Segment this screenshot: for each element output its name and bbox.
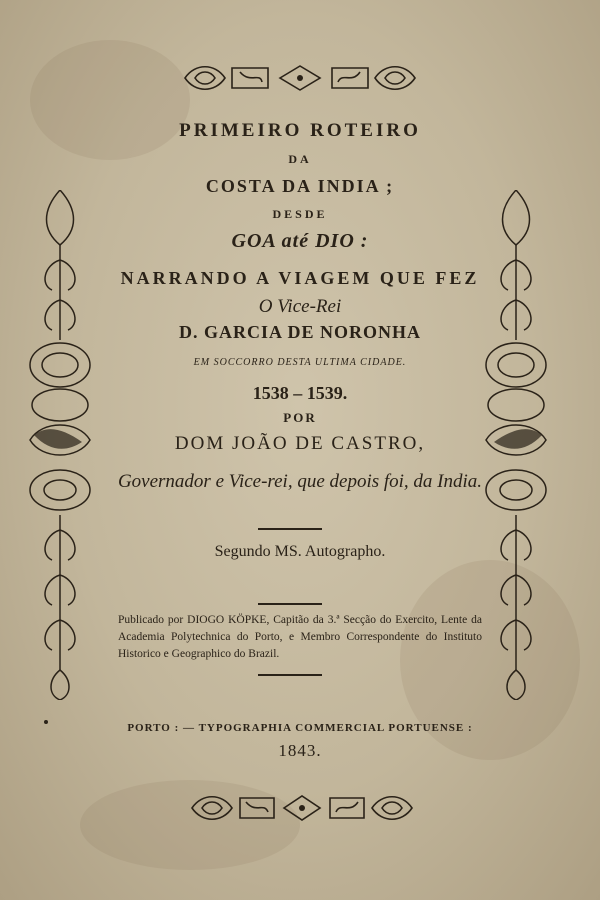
top-ornament-icon bbox=[0, 58, 600, 98]
divider-rule bbox=[258, 674, 322, 676]
imprint: PORTO : — TYPOGRAPHIA COMMERCIAL PORTUENSE : bbox=[127, 722, 473, 734]
publication-year: 1843. bbox=[278, 741, 322, 760]
divider-rule bbox=[258, 528, 322, 530]
ink-speck bbox=[44, 720, 48, 724]
author-name: DOM JOÃO DE CASTRO, bbox=[174, 433, 426, 454]
publisher-note: Publicado por DIOGO KÖPKE, Capitão da 3.ª Secção do Exercito, Lente da Academia Polytechnica do Porto, e Membro Correspondente do Instituto Historico e Geographico do Brazil. bbox=[118, 614, 482, 660]
title-line-7: O Vice-Rei bbox=[258, 296, 342, 317]
title-line-3: COSTA DA INDIA ; bbox=[205, 176, 395, 196]
date-range: 1538 – 1539. bbox=[252, 383, 348, 403]
divider-rule bbox=[258, 603, 322, 605]
title-line-4: DESDE bbox=[272, 207, 328, 221]
title-line-1: PRIMEIRO ROTEIRO bbox=[179, 120, 421, 141]
title-line-8: D. GARCIA DE NORONHA bbox=[178, 322, 421, 342]
title-line-9: EM SOCCORRO DESTA ULTIMA CIDADE. bbox=[193, 357, 407, 368]
title-line-2: DA bbox=[288, 152, 312, 166]
source-note: Segundo MS. Autographo. bbox=[214, 543, 386, 560]
bottom-ornament-icon bbox=[0, 788, 600, 828]
title-line-6: NARRANDO A VIAGEM QUE FEZ bbox=[120, 268, 480, 288]
title-line-5: GOA até DIO : bbox=[231, 230, 369, 252]
author-title: Governador e Vice-rei, que depois foi, da India. bbox=[117, 471, 483, 492]
author-prefix: POR bbox=[283, 410, 317, 425]
